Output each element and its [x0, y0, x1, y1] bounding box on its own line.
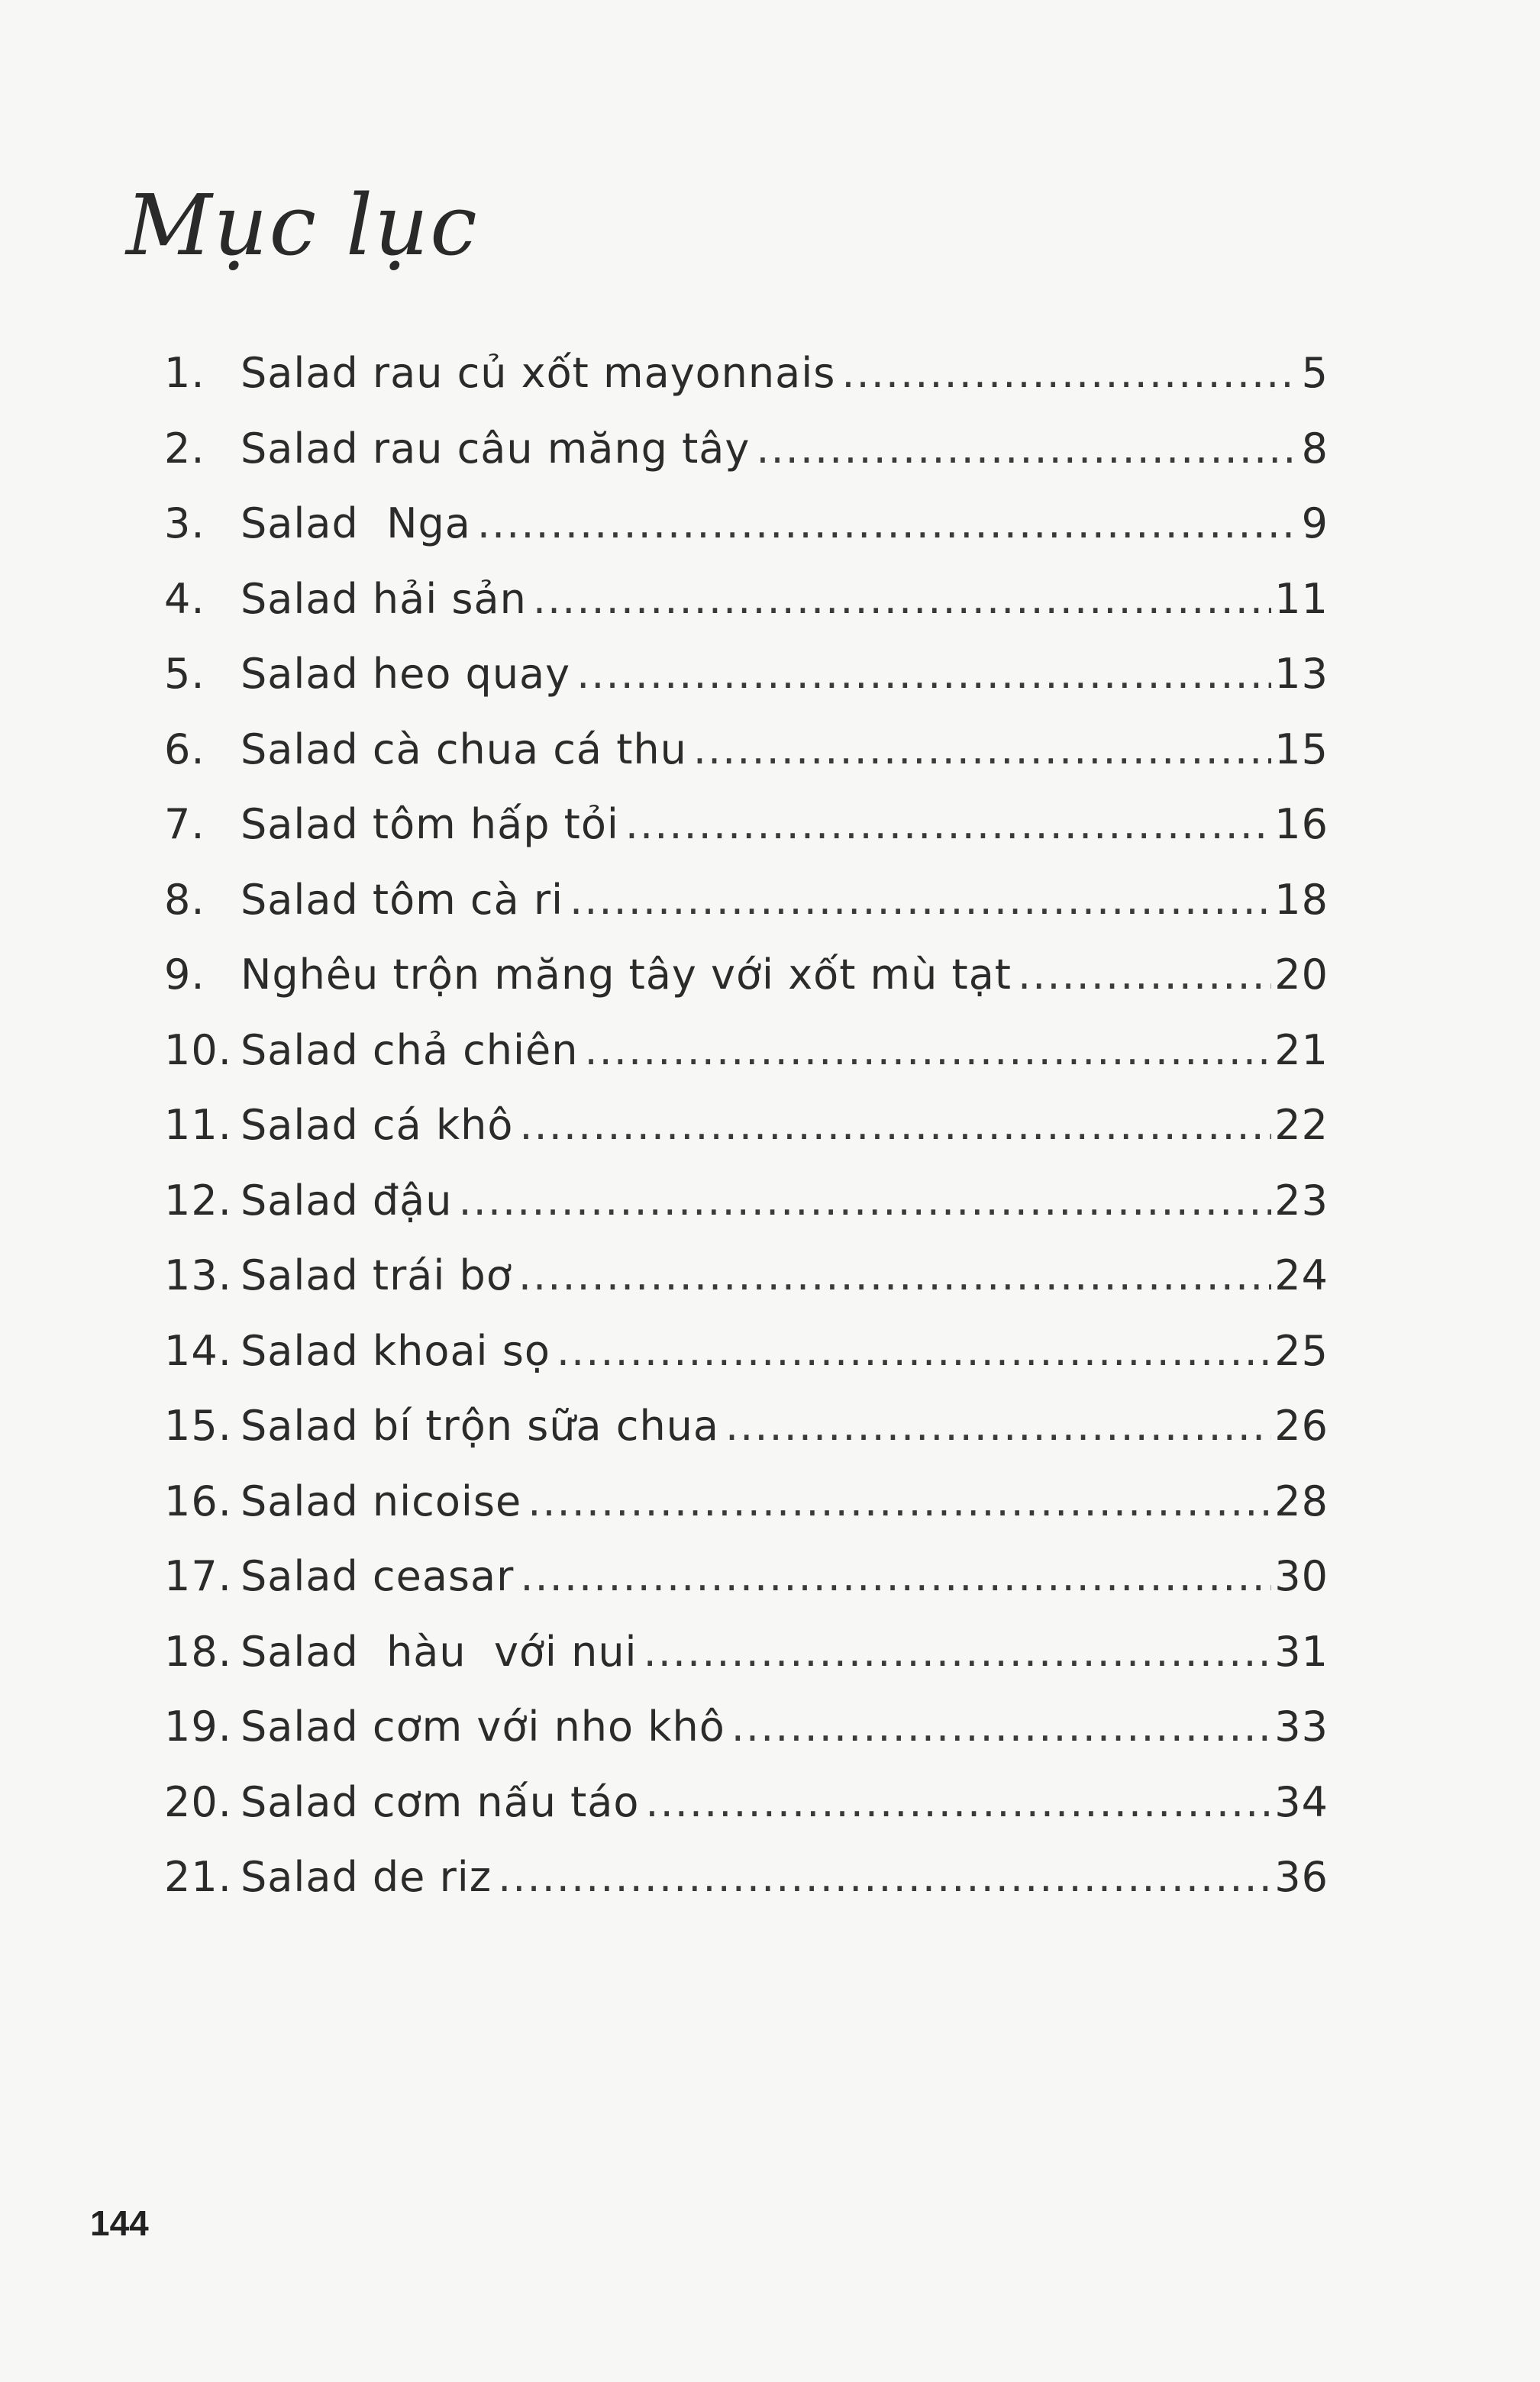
- toc-entry: [164, 1539, 1329, 1615]
- toc-entry: [164, 486, 1329, 562]
- toc-dot-leader: [725, 1389, 1271, 1464]
- toc-entry-title: Salad tôm cà ri: [241, 875, 564, 924]
- toc-entry-number: 19.: [164, 1703, 232, 1751]
- toc-entry: [164, 1389, 1329, 1464]
- toc-entry: [164, 1840, 1329, 1916]
- toc-entry-number: 9.: [164, 951, 205, 999]
- toc-entry: [164, 1164, 1329, 1239]
- toc-entry-title: Nghêu trộn măng tây với xốt mù tạt: [241, 951, 1012, 999]
- toc-entry-number: 16.: [164, 1477, 232, 1525]
- toc-entry-number: 6.: [164, 725, 205, 773]
- toc-entry-page: 21: [1274, 1025, 1329, 1074]
- toc-entry-number: 15.: [164, 1402, 232, 1450]
- toc-dot-leader: [625, 787, 1271, 863]
- toc-entry-title: Salad cơm nấu táo: [241, 1777, 640, 1826]
- toc-entry-number: 12.: [164, 1176, 232, 1225]
- toc-entry-number: 2.: [164, 424, 205, 473]
- toc-entry: [164, 1314, 1329, 1390]
- toc-entry-title: Salad rau câu măng tây: [241, 424, 751, 473]
- toc-entry-title: Salad tôm hấp tỏi: [241, 800, 619, 848]
- toc-entry-title: Salad cà chua cá thu: [241, 725, 687, 773]
- toc-entry-page: 30: [1274, 1552, 1329, 1600]
- toc-entry-page: 31: [1274, 1627, 1329, 1676]
- toc-entry-number: 11.: [164, 1101, 232, 1149]
- toc-entry-title: Salad đậu: [241, 1176, 453, 1225]
- toc-entry-page: 25: [1274, 1326, 1329, 1375]
- toc-entry-title: Salad de riz: [241, 1853, 492, 1901]
- toc-entry-page: 33: [1274, 1703, 1329, 1751]
- toc-entry-title: Salad Nga: [241, 499, 471, 547]
- toc-entry-page: 22: [1274, 1101, 1329, 1149]
- toc-dot-leader: [477, 486, 1299, 562]
- toc-entry-page: 28: [1274, 1477, 1329, 1525]
- toc-entry: [164, 562, 1329, 637]
- toc-entry-number: 13.: [164, 1251, 232, 1299]
- toc-dot-leader: [644, 1615, 1272, 1690]
- toc-entry-title: Salad cá khô: [241, 1101, 514, 1149]
- toc-entry-number: 8.: [164, 875, 205, 924]
- toc-dot-leader: [756, 412, 1298, 487]
- toc-dot-leader: [570, 863, 1271, 938]
- toc-entry: [164, 1690, 1329, 1765]
- toc-entry-title: Salad nicoise: [241, 1477, 522, 1525]
- toc-entry-title: Salad hàu với nui: [241, 1627, 638, 1676]
- toc-dot-leader: [557, 1314, 1271, 1390]
- toc-entry-number: 3.: [164, 499, 205, 547]
- toc-entry: [164, 1464, 1329, 1540]
- toc-dot-leader: [520, 1539, 1271, 1615]
- toc-entry: [164, 938, 1329, 1013]
- toc-entry: [164, 1013, 1329, 1089]
- toc-entry-number: 5.: [164, 650, 205, 698]
- toc-entry-title: Salad hải sản: [241, 574, 527, 623]
- toc-dot-leader: [576, 637, 1271, 712]
- toc-entry: [164, 712, 1329, 788]
- toc-dot-leader: [645, 1765, 1271, 1841]
- toc-entry-title: Salad chả chiên: [241, 1025, 579, 1074]
- page-number: 144: [90, 2203, 149, 2243]
- toc-entry-title: Salad rau củ xốt mayonnais: [241, 349, 836, 397]
- toc-dot-leader: [841, 336, 1298, 412]
- page-title: Mục lục: [126, 176, 479, 274]
- toc-entry: [164, 336, 1329, 412]
- toc-entry-page: 13: [1274, 650, 1329, 698]
- toc-entry-page: 9: [1301, 499, 1329, 547]
- toc-entry-title: Salad trái bơ: [241, 1251, 512, 1299]
- toc-dot-leader: [584, 1013, 1271, 1089]
- toc-entry: [164, 1615, 1329, 1690]
- toc-entry-title: Salad ceasar: [241, 1552, 515, 1600]
- toc-entry-title: Salad khoai sọ: [241, 1326, 550, 1375]
- toc-entry: [164, 1238, 1329, 1314]
- toc-entry: [164, 863, 1329, 938]
- toc-entry-number: 14.: [164, 1326, 232, 1375]
- toc-entry-number: 21.: [164, 1853, 232, 1901]
- toc-entry-page: 16: [1274, 800, 1329, 848]
- toc-dot-leader: [518, 1238, 1271, 1314]
- toc-entry-page: 8: [1301, 424, 1329, 473]
- toc-entry-title: Salad cơm với nho khô: [241, 1703, 725, 1751]
- toc-dot-leader: [459, 1164, 1272, 1239]
- toc-entry-page: 15: [1274, 725, 1329, 773]
- toc-entry: [164, 412, 1329, 487]
- toc-entry: [164, 1088, 1329, 1164]
- toc-entry-page: 24: [1274, 1251, 1329, 1299]
- toc-dot-leader: [519, 1088, 1271, 1164]
- toc-dot-leader: [498, 1840, 1271, 1916]
- toc-dot-leader: [1018, 938, 1271, 1013]
- toc-entry-page: 34: [1274, 1777, 1329, 1826]
- toc-entry-title: Salad heo quay: [241, 650, 571, 698]
- toc-entry-title: Salad bí trộn sữa chua: [241, 1402, 719, 1450]
- toc-entry-number: 7.: [164, 800, 205, 848]
- toc-entry-page: 18: [1274, 875, 1329, 924]
- table-of-contents: [164, 336, 1329, 1916]
- toc-entry: [164, 787, 1329, 863]
- toc-entry-number: 4.: [164, 574, 205, 623]
- toc-entry-page: 23: [1274, 1176, 1329, 1225]
- toc-entry: [164, 1765, 1329, 1841]
- toc-entry-number: 20.: [164, 1777, 232, 1826]
- toc-dot-leader: [731, 1690, 1272, 1765]
- toc-entry-number: 1.: [164, 349, 205, 397]
- toc-entry: [164, 637, 1329, 712]
- toc-entry-page: 20: [1274, 951, 1329, 999]
- toc-entry-page: 36: [1274, 1853, 1329, 1901]
- toc-dot-leader: [693, 712, 1271, 788]
- toc-entry-page: 26: [1274, 1402, 1329, 1450]
- toc-entry-page: 11: [1274, 574, 1329, 623]
- toc-dot-leader: [528, 1464, 1271, 1540]
- toc-entry-number: 17.: [164, 1552, 232, 1600]
- toc-entry-page: 5: [1301, 349, 1329, 397]
- toc-entry-number: 10.: [164, 1025, 232, 1074]
- toc-dot-leader: [533, 562, 1271, 637]
- toc-entry-number: 18.: [164, 1627, 232, 1676]
